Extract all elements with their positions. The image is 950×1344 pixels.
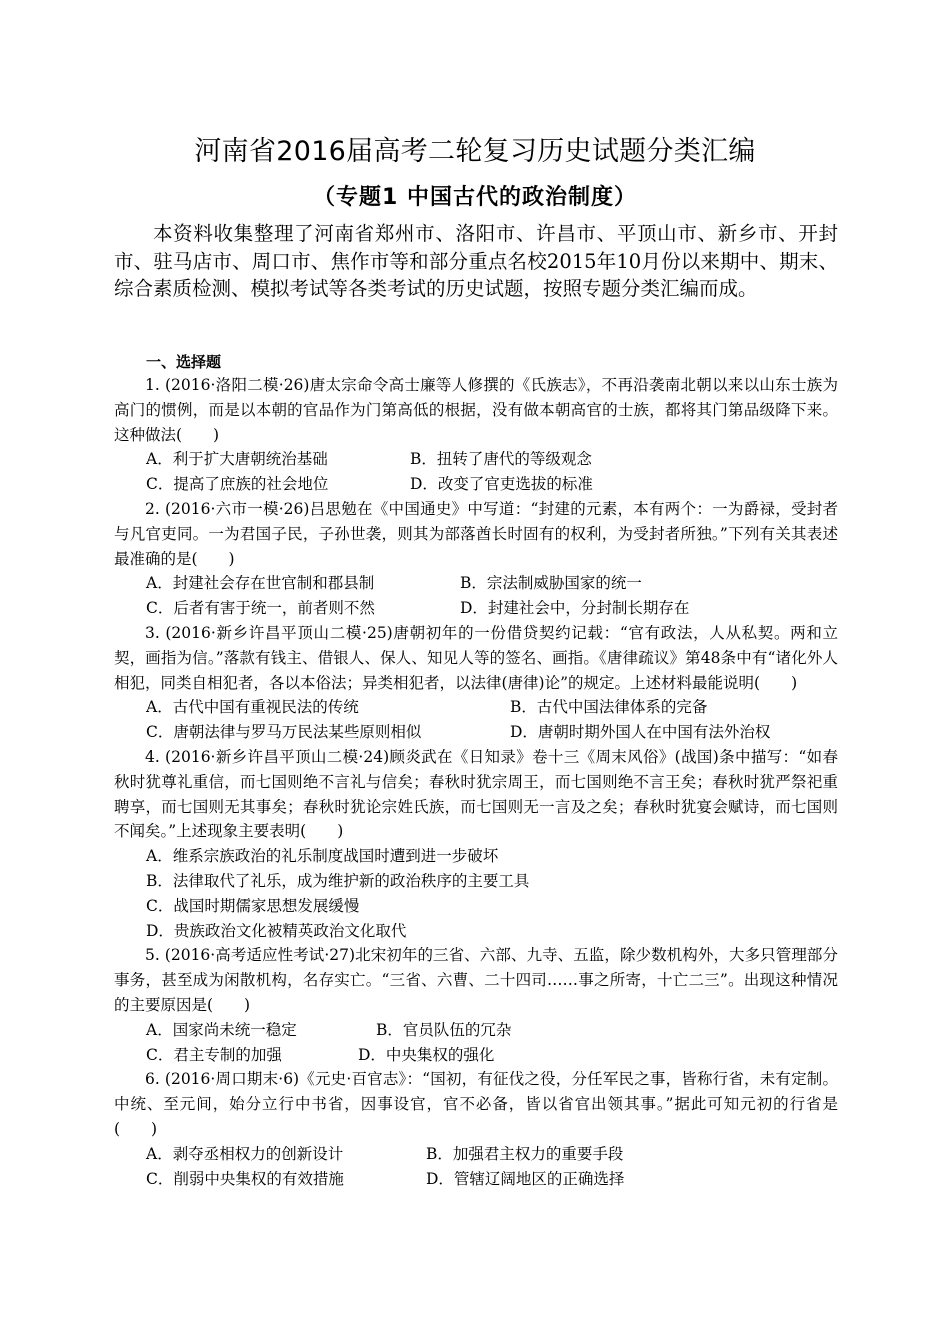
question-stem: 2. (2016·六市一模·26)吕思勉在《中国通史》中写道：“封建的元素，本有两个：一为爵禄，受封者与凡官吏同。一为君国子民，子孙世袭，则其为部落酋长时固有的权利，为受封者所独。”下列有关其表述最准确的是( ) (114, 499, 838, 568)
question-5 (114, 943, 838, 1067)
question-list (114, 373, 838, 1191)
option-row (114, 472, 838, 497)
document-title: 河南省2016届高考二轮复习历史试题分类汇编 (194, 136, 756, 167)
option-row (114, 1142, 838, 1167)
option-a: A．维系宗族政治的礼乐制度战国时遭到进一步破坏 (146, 847, 499, 866)
option-row (114, 596, 838, 621)
option-b: B．法律取代了礼乐，成为维护新的政治秩序的主要工具 (146, 871, 530, 890)
option-row (114, 720, 838, 745)
option-b: B．官员队伍的冗杂 (376, 1020, 512, 1039)
option-row (114, 695, 838, 720)
question-2 (114, 497, 838, 621)
option-c: C．战国时期儒家思想发展缓慢 (146, 896, 360, 915)
question-1 (114, 373, 838, 497)
question-stem: 5. (2016·高考适应性考试·27)北宋初年的三省、六部、九寺、五监，除少数机构外，大多只管理部分事务，甚至成为闲散机构，名存实亡。“三省、六曹、二十四司……事之所寄，十亡二三”。出现这种情况的主要原因是( ) (114, 946, 838, 1014)
option-a: A．国家尚未统一稳定 (146, 1020, 297, 1039)
option-b: B．古代中国法律体系的完备 (510, 698, 708, 717)
question-stem: 6. (2016·周口期末·6)《元史·百官志》：“国初，有征伐之役，分任军民之事，皆称行省，未有定制。中统、至元间，始分立行中书省，因事设官，官不必备，皆以省官出领其事。”据此可知元初的行省是( ) (114, 1070, 838, 1138)
option-row (114, 1167, 838, 1192)
question-stem: 1. (2016·洛阳二模·26)唐太宗命令高士廉等人修撰的《氏族志》，不再沿袭南北朝以来以山东士族为高门的惯例，而是以本朝的官品作为门第高低的根据，没有做本朝高官的士族，都将其门第品级降下来。这种做法( ) (114, 376, 838, 444)
option-d: D．管辖辽阔地区的正确选择 (426, 1169, 625, 1188)
option-a: A．封建社会存在世官制和郡县制 (146, 574, 375, 593)
option-a: A．利于扩大唐朝统治基础 (146, 450, 328, 469)
option-d: D．改变了官吏选拔的标准 (410, 475, 593, 494)
option-c: C．后者有害于统一，前者则不然 (146, 599, 375, 618)
option-b: B．加强君主权力的重要手段 (426, 1144, 624, 1163)
option-c: C．君主专制的加强 (146, 1045, 282, 1064)
option-a: A．剥夺丞相权力的创新设计 (146, 1144, 344, 1163)
option-d: D．封建社会中，分封制长期存在 (460, 599, 690, 618)
question-4 (114, 745, 838, 943)
option-row (114, 447, 838, 472)
question-6 (114, 1067, 838, 1191)
option-row (114, 571, 838, 596)
question-stem: 3. (2016·新乡许昌平顶山二模·25)唐朝初年的一份借贷契约记载：“官有政法，人从私契。两和立契，画指为信。”落款有钱主、借银人、保人、知见人等的签名、画指。《唐律疏议》第48条中有“诸化外人相犯，同类自相犯者，各以本俗法；异类相犯者，以法律(唐律)论”的规定。上述材料最能说明( ) (114, 623, 838, 692)
option-d: D．唐朝时期外国人在中国有法外治权 (510, 723, 771, 742)
option-b: B．宗法制威胁国家的统一 (460, 574, 642, 593)
option-b: B．扭转了唐代的等级观念 (410, 450, 592, 469)
option-d: D．中央集权的强化 (358, 1045, 495, 1064)
option-row (114, 1043, 838, 1068)
section-heading: 一、选择题 (146, 353, 222, 371)
option-a: A．古代中国有重视民法的传统 (146, 698, 359, 717)
option-c: C．提高了庶族的社会地位 (146, 475, 329, 494)
intro-paragraph: 本资料收集整理了河南省郑州市、洛阳市、许昌市、平顶山市、新乡市、开封市、驻马店市、周口市、焦作市等和部分重点名校2015年10月份以来期中、期末、综合素质检测、模拟考试等各类考试的历史试题，按照专题分类汇编而成。 (114, 222, 838, 300)
option-c: C．削弱中央集权的有效措施 (146, 1169, 344, 1188)
option-c: C．唐朝法律与罗马万民法某些原则相似 (146, 723, 422, 742)
question-3 (114, 621, 838, 745)
document-subtitle: （专题1 中国古代的政治制度） (313, 185, 637, 210)
option-d: D．贵族政治文化被精英政治文化取代 (146, 921, 407, 940)
question-stem: 4. (2016·新乡许昌平顶山二模·24)顾炎武在《日知录》卷十三《周末风俗》(战国)条中描写：“如春秋时犹尊礼重信，而七国则绝不言礼与信矣；春秋时犹宗周王，而七国则绝不言王矣；春秋时犹严祭祀重聘享，而七国则无其事矣；春秋时犹论宗姓氏族，而七国则无一言及之矣；春秋时犹宴会赋诗，而七国则不闻矣。”上述现象主要表明( ) (114, 747, 838, 841)
option-row (114, 1018, 838, 1043)
